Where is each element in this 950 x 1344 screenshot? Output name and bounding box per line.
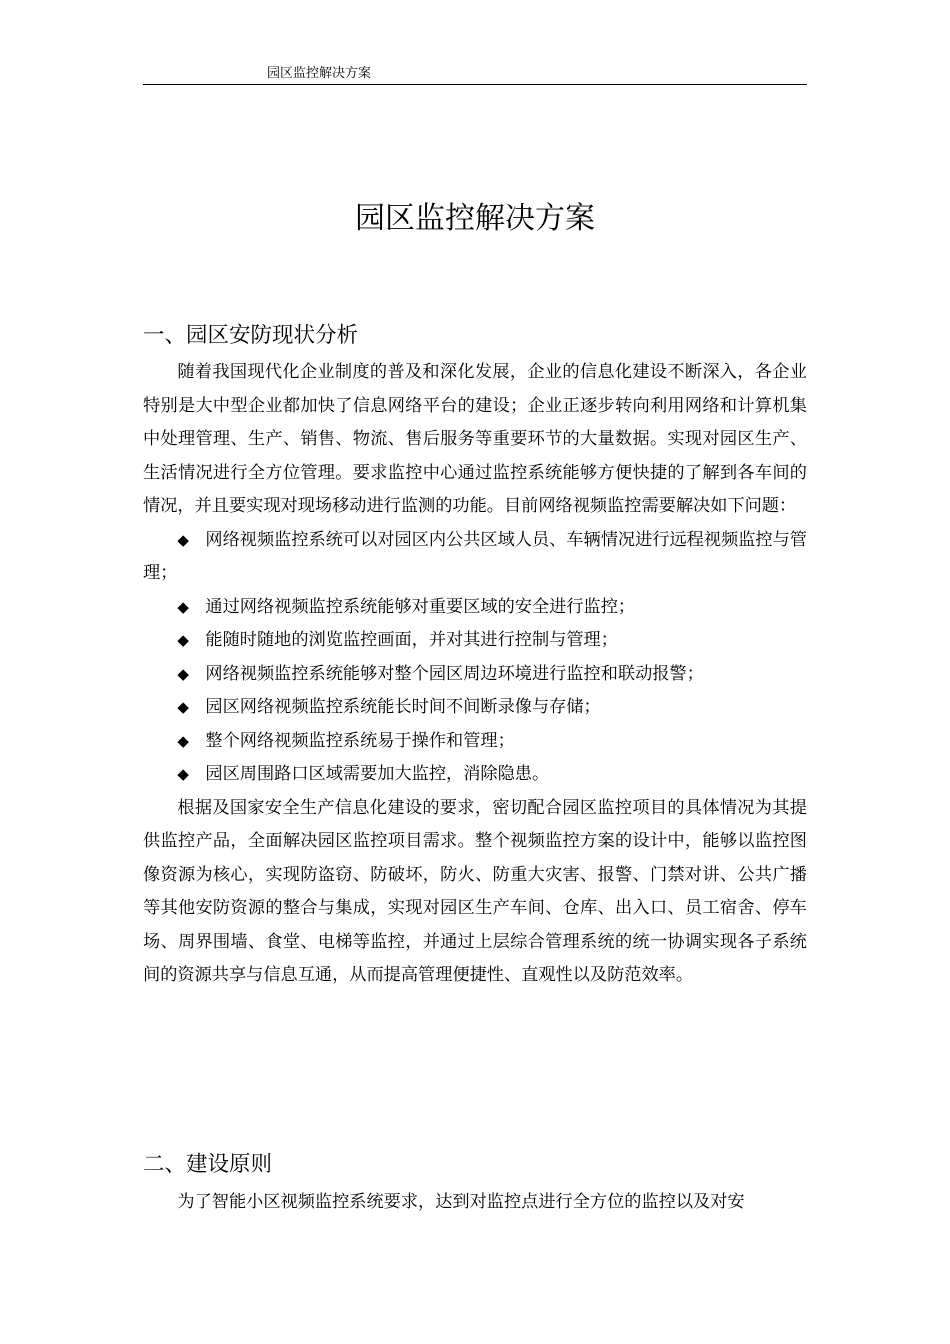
section-1-body [143, 356, 807, 993]
bullet-text: 网络视频监控系统可以对园区内公共区域人员、车辆情况进行远程视频监控与管理； [143, 529, 807, 583]
section-1-conclusion-paragraph: 根据及国家安全生产信息化建设的要求，密切配合园区监控项目的具体情况为其提供监控产品，全面解决园区监控项目需求。整个视频监控方案的设计中，能够以监控图像资源为核心，实现防盗窃、防破坏，防火、防重大灾害、报警、门禁对讲、公共广播等其他安防资源的整合与集成，实现对园区生产车间、仓库、出入口、员工宿舍、停车场、周界围墙、食堂、电梯等监控，并通过上层综合管理系统的统一协调实现各子系统间的资源共享与信息互通，从而提高管理便捷性、直观性以及防范效率。 [143, 797, 807, 985]
section-2-body [143, 1186, 807, 1220]
bullet-text: 园区网络视频监控系统能长时间不间断录像与存储； [205, 697, 601, 717]
bullet-item [143, 624, 807, 658]
running-header-title: 园区监控解决方案 [267, 66, 372, 81]
diamond-bullet-icon: ◆ [177, 530, 189, 549]
document-title: 园区监控解决方案 [355, 201, 595, 236]
requirements-bullet-list [143, 524, 807, 792]
bullet-text: 整个网络视频监控系统易于操作和管理； [205, 730, 515, 751]
diamond-bullet-icon: ◆ [177, 698, 189, 716]
bullet-item [143, 591, 807, 625]
bullet-text: 园区周围路口区域需要加大监控，消除隐患。 [205, 764, 550, 784]
section-2-heading: 二、建设原则 [143, 1152, 273, 1177]
bullet-item [143, 691, 807, 725]
bullet-item [143, 524, 807, 591]
diamond-bullet-icon: ◆ [177, 597, 189, 616]
section-2-intro-paragraph: 为了智能小区视频监控系统要求，达到对监控点进行全方位的监控以及对安 [177, 1192, 745, 1212]
running-header [143, 66, 807, 85]
bullet-item [143, 658, 807, 692]
diamond-bullet-icon: ◆ [177, 765, 189, 783]
bullet-text: 网络视频监控系统能够对整个园区周边环境进行监控和联动报警； [205, 663, 704, 684]
section-1-intro-paragraph: 随着我国现代化企业制度的普及和深化发展，企业的信息化建设不断深入，各企业特别是大中型企业都加快了信息网络平台的建设；企业正逐步转向利用网络和计算机集中处理管理、生产、销售、物流、售后服务等重要环节的大量数据。实现对园区生产、生活情况进行全方位管理。要求监控中心通过监控系统能够方便快捷的了解到各车间的情况，并且要实现对现场移动进行监测的功能。目前网络视频监控需要解决如下问题： [143, 362, 807, 516]
bullet-item [143, 725, 807, 759]
bullet-text: 能随时随地的浏览监控画面，并对其进行控制与管理； [205, 630, 618, 650]
diamond-bullet-icon: ◆ [177, 731, 189, 750]
diamond-bullet-icon: ◆ [177, 664, 189, 683]
section-1-heading: 一、园区安防现状分析 [143, 323, 359, 348]
diamond-bullet-icon: ◆ [177, 631, 189, 649]
bullet-item [143, 758, 807, 792]
bullet-text: 通过网络视频监控系统能够对重要区域的安全进行监控； [205, 596, 636, 617]
